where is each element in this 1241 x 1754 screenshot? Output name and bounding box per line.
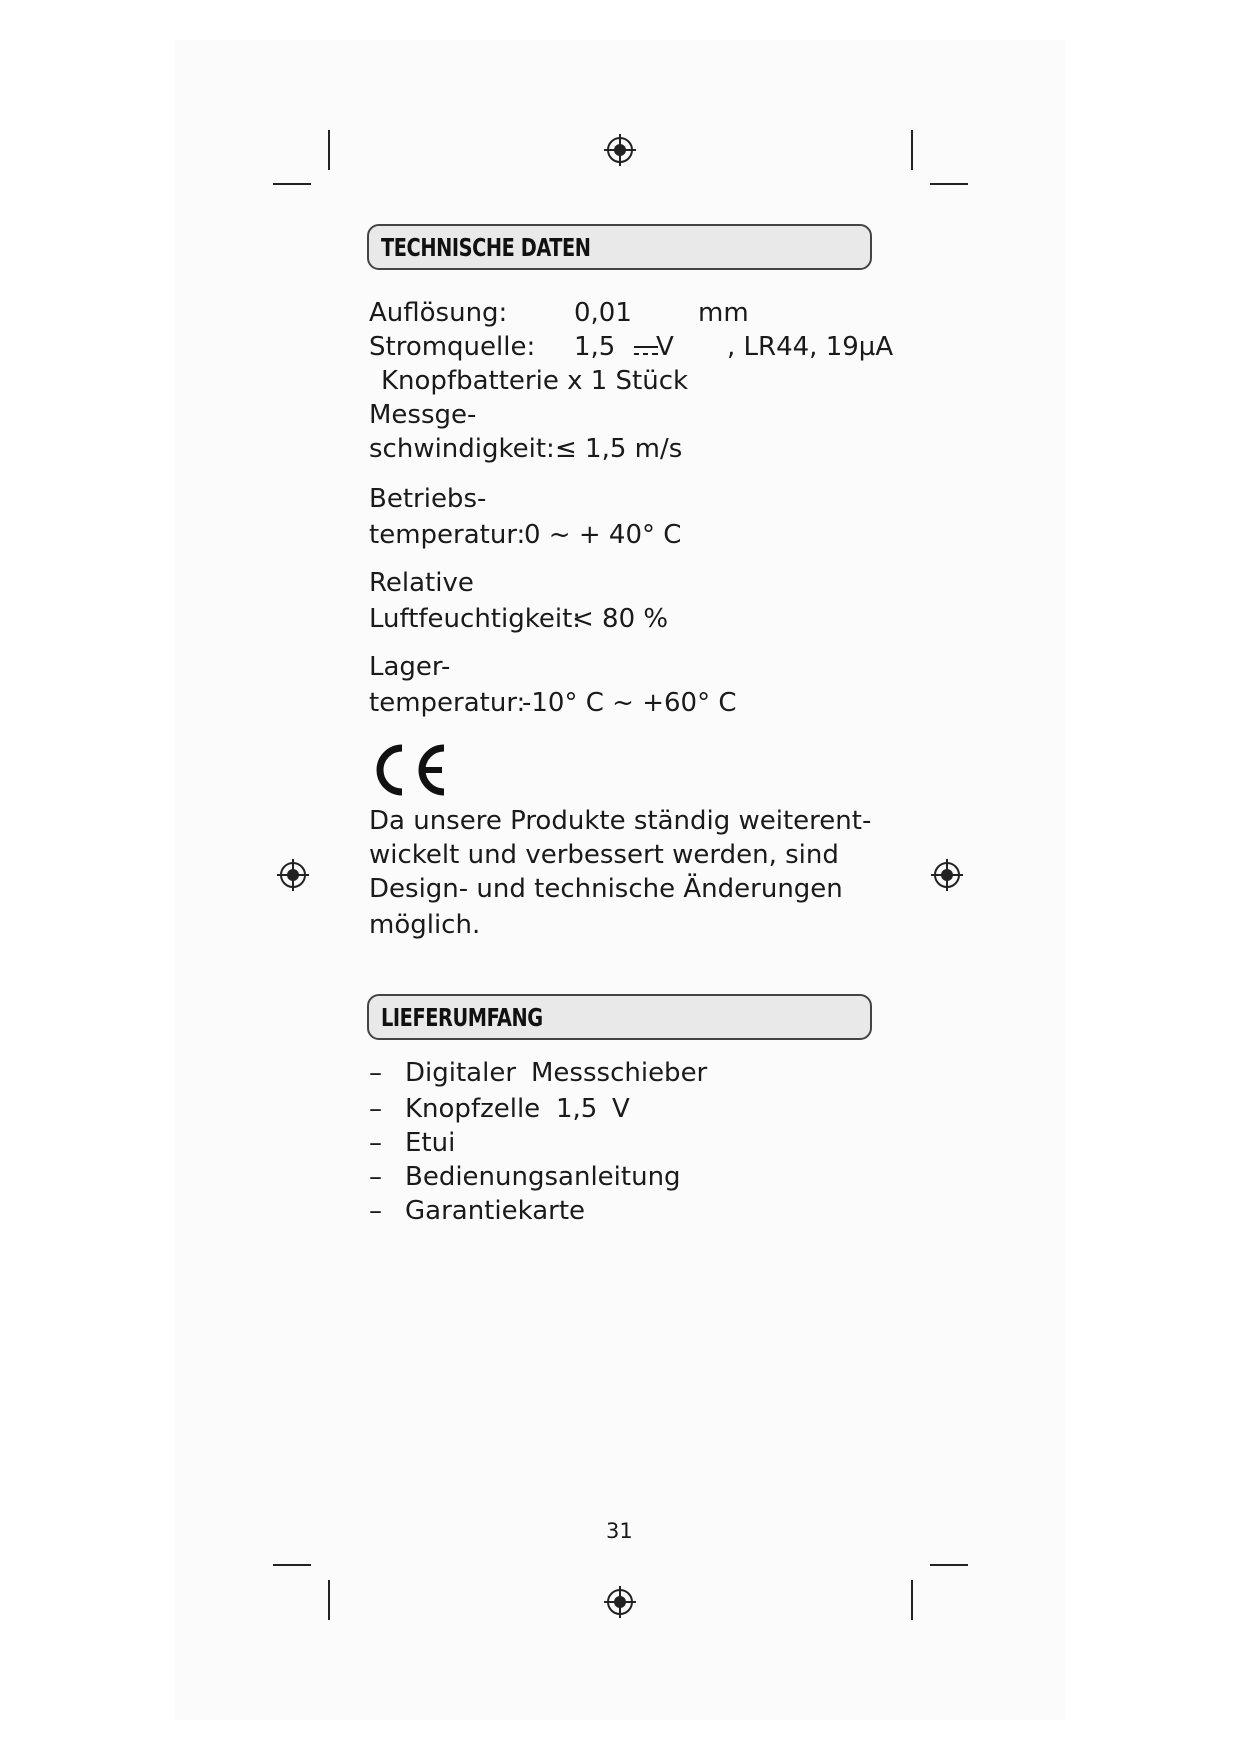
speed-label-line2: schwindigkeit: bbox=[369, 434, 555, 464]
list-bullet: – bbox=[369, 1094, 382, 1124]
list-item-case: Etui bbox=[405, 1128, 456, 1158]
page-number: 31 bbox=[606, 1519, 633, 1543]
humidity-value: < 80 % bbox=[572, 604, 669, 634]
ce-mark-icon bbox=[372, 742, 450, 798]
list-bullet: – bbox=[369, 1058, 382, 1088]
dc-current-icon bbox=[634, 344, 658, 358]
technical-data-heading-box bbox=[367, 224, 872, 270]
humidity-label-line2: Luftfeuchtigkeit: bbox=[369, 604, 582, 634]
list-item-digital-caliper-noun: Messschieber bbox=[531, 1058, 708, 1088]
crop-mark-bottom-right-vertical bbox=[911, 1580, 913, 1620]
note-line-2: wickelt und verbessert werden, sind bbox=[369, 840, 839, 870]
power-source-unit: V bbox=[656, 332, 674, 362]
list-item-button-cell-voltage: 1,5 bbox=[556, 1094, 598, 1124]
resolution-unit: mm bbox=[698, 298, 749, 328]
crop-mark-bottom-left-horizontal bbox=[273, 1564, 311, 1566]
storage-temp-label-line2: temperatur: bbox=[369, 688, 526, 718]
list-bullet: – bbox=[369, 1128, 382, 1158]
humidity-label-line1: Relative bbox=[369, 568, 474, 598]
operating-temp-label-line1: Betriebs- bbox=[369, 484, 487, 514]
list-item-warranty-card: Garantiekarte bbox=[405, 1196, 586, 1226]
note-line-4: möglich. bbox=[369, 910, 481, 940]
resolution-label: Auflösung: bbox=[369, 298, 508, 328]
scope-of-delivery-heading-box bbox=[367, 994, 872, 1040]
power-source-value: 1,5 bbox=[574, 332, 616, 362]
crop-mark-top-right-horizontal bbox=[930, 183, 968, 185]
registration-mark-icon bbox=[276, 858, 310, 892]
registration-mark-icon bbox=[603, 133, 637, 167]
list-item-manual: Bedienungsanleitung bbox=[405, 1162, 681, 1192]
note-line-3: Design- und technische Änderungen bbox=[369, 874, 843, 904]
speed-label-line1: Messge- bbox=[369, 400, 477, 430]
registration-mark-icon bbox=[603, 1585, 637, 1619]
storage-temp-value: -10° C ~ +60° C bbox=[522, 688, 737, 718]
list-item-button-cell-unit: V bbox=[612, 1094, 630, 1124]
power-source-extra: , LR44, 19µA bbox=[727, 332, 894, 362]
technical-data-heading: TECHNISCHE DATEN bbox=[381, 233, 591, 262]
crop-mark-top-right-vertical bbox=[911, 130, 913, 170]
operating-temp-label-line2: temperatur: bbox=[369, 520, 526, 550]
crop-mark-bottom-right-horizontal bbox=[930, 1564, 968, 1566]
list-item-button-cell: Knopfzelle bbox=[405, 1094, 541, 1124]
crop-mark-bottom-left-vertical bbox=[328, 1580, 330, 1620]
speed-value: ≤ 1,5 m/s bbox=[555, 434, 683, 464]
operating-temp-value: 0 ~ + 40° C bbox=[524, 520, 682, 550]
list-item-digital-caliper: Digitaler bbox=[405, 1058, 517, 1088]
crop-mark-top-left-vertical bbox=[328, 130, 330, 170]
registration-mark-icon bbox=[930, 858, 964, 892]
resolution-value: 0,01 bbox=[574, 298, 632, 328]
storage-temp-label-line1: Lager- bbox=[369, 652, 451, 682]
note-line-1: Da unsere Produkte ständig weiterent- bbox=[369, 806, 872, 836]
list-bullet: – bbox=[369, 1162, 382, 1192]
scope-of-delivery-heading: LIEFERUMFANG bbox=[381, 1003, 543, 1032]
power-source-label: Stromquelle: bbox=[369, 332, 536, 362]
list-bullet: – bbox=[369, 1196, 382, 1226]
power-source-battery: Knopfbatterie x 1 Stück bbox=[381, 366, 689, 396]
crop-mark-top-left-horizontal bbox=[273, 183, 311, 185]
